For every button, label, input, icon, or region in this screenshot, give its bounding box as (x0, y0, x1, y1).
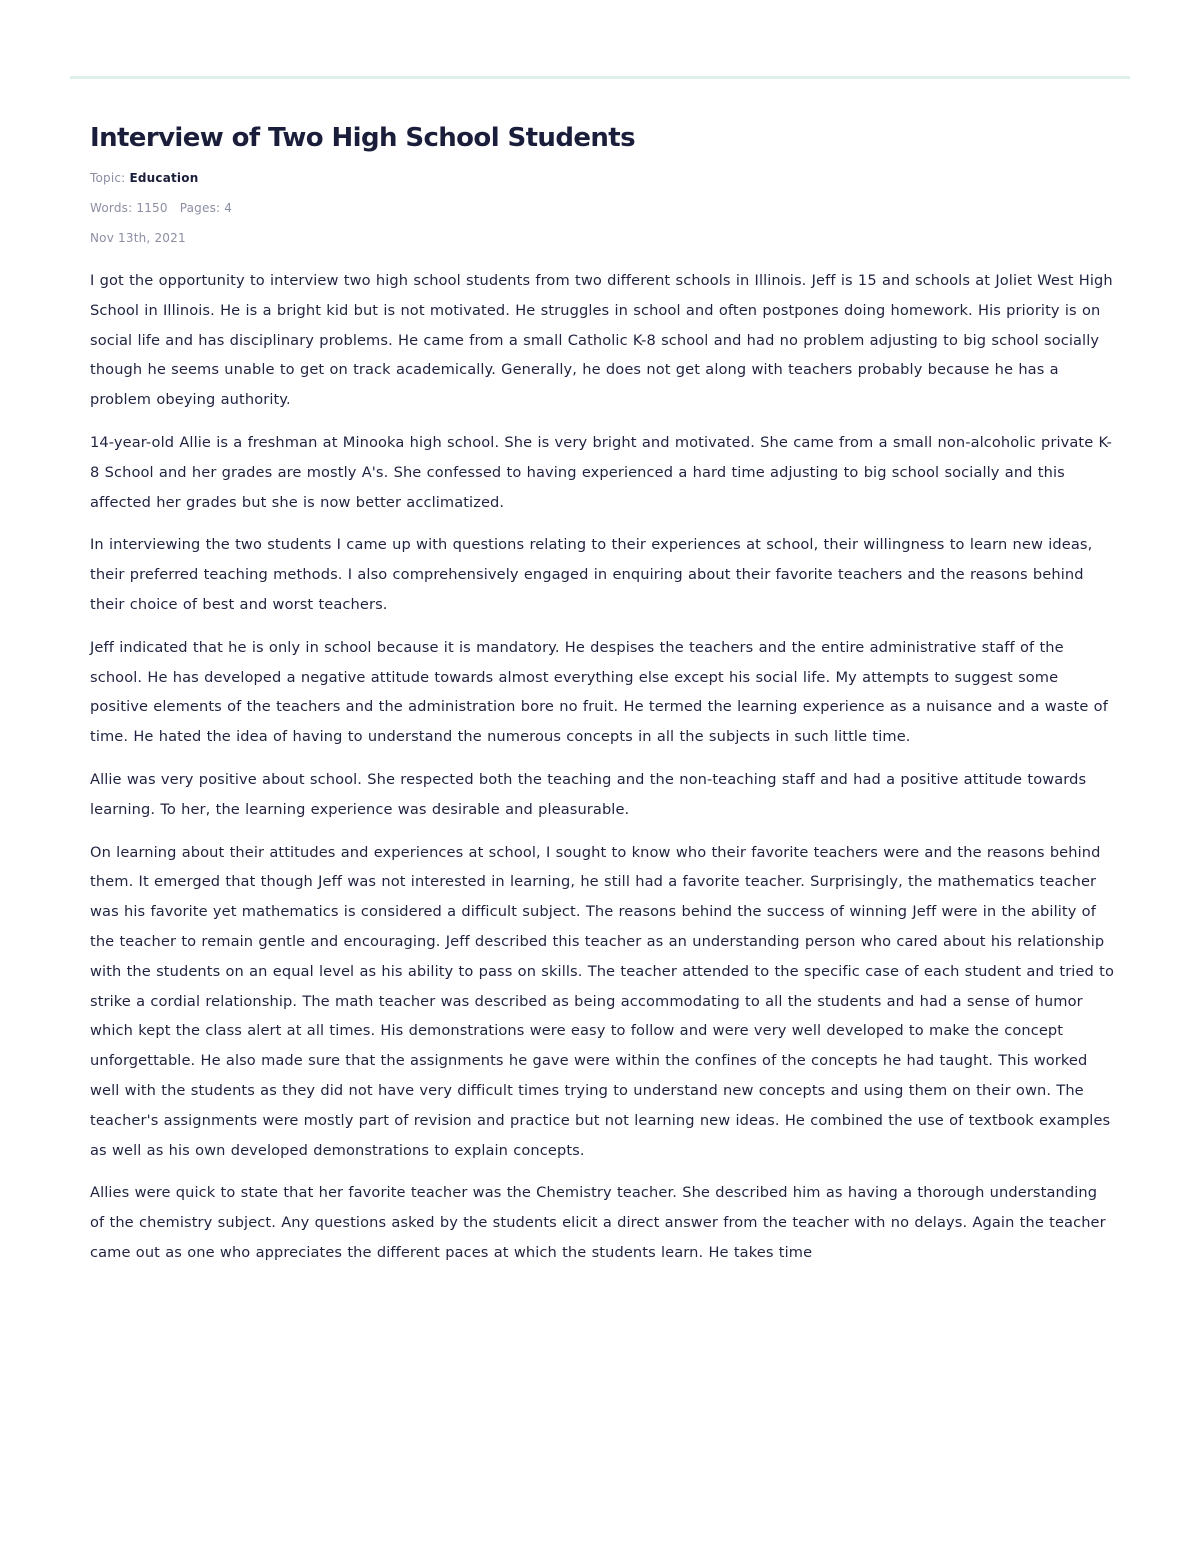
words-label: Words: (90, 201, 133, 215)
article (90, 118, 1115, 1281)
date-line (90, 230, 1115, 246)
topic-label: Topic: (90, 171, 126, 185)
page-title: Interview of Two High School Students (90, 123, 635, 153)
paragraph: Allie was very positive about school. She respected both the teaching and the non-teaching staff and had a positive attitude towards learning. To her, the learning experience was desirable and pleasurable. (90, 770, 1087, 818)
document-meta (90, 170, 1115, 246)
topic-value[interactable]: Education (129, 171, 199, 185)
topic-line (90, 170, 1115, 186)
publish-date: Nov 13th, 2021 (90, 231, 186, 245)
paragraph: 14-year-old Allie is a freshman at Minooka high school. She is very bright and motivated. She came from a small non-alcoholic private K-8 School and her grades are mostly A's. She confessed to having experienced a hard time adjusting to big school socially and this affected her grades but she is now better acclimatized. (90, 433, 1113, 511)
paragraph: I got the opportunity to interview two high school students from two different schools in Illinois. Jeff is 15 and schools at Joliet West High School in Illinois. He is a bright kid but is not motivated. He struggles in school and often postpones doing homework. His priority is on social life and has disciplinary problems. He came from a small Catholic K-8 school and had no problem adjusting to big school socially though he seems unable to get on track academically. Generally, he does not get along with teachers probably because he has a problem obeying authority. (90, 272, 1113, 409)
paragraph: On learning about their attitudes and experiences at school, I sought to know who their favorite teachers were and the reasons behind them. It emerged that though Jeff was not interested in learning, he still had a favorite teacher. Surprisingly, the mathematics teacher was his favorite yet mathematics is considered a difficult subject. The reasons behind the success of winning Jeff were in the ability of the teacher to remain gentle and encouraging. Jeff described this teacher as an understanding person who cared about his relationship with the students on an equal level as his ability to pass on skills. The teacher attended to the specific case of each student and tried to strike a cordial relationship. The math teacher was described as being accommodating to all the students and had a sense of humor which kept the class alert at all times. His demonstrations were easy to follow and were very well developed to make the concept unforgettable. He also made sure that the assignments he gave were within the confines of the concepts he had taught. This worked well with the students as they did not have very difficult times trying to understand new concepts and using them on their own. The teacher's assignments were mostly part of revision and practice but not learning new ideas. He combined the use of textbook examples as well as his own developed demonstrations to explain concepts. (90, 843, 1114, 1159)
pages-count: 4 (224, 201, 233, 215)
article-body (90, 266, 1115, 1268)
paragraph: Jeff indicated that he is only in school because it is mandatory. He despises the teachers and the entire administrative staff of the school. He has developed a negative attitude towards almost everything else except his social life. My attempts to suggest some positive elements of the teachers and the administration bore no fruit. He termed the learning experience as a nuisance and a waste of time. He hated the idea of having to understand the numerous concepts in all the subjects in such little time. (90, 638, 1108, 746)
paragraph: Allies were quick to state that her favorite teacher was the Chemistry teacher. She described him as having a thorough understanding of the chemistry subject. Any questions asked by the students elicit a direct answer from the teacher with no delays. Again the teacher came out as one who appreciates the different paces at which the students learn. He takes time (90, 1184, 1106, 1261)
pages-label: Pages: (179, 201, 221, 215)
stats-line (90, 200, 1115, 216)
paragraph: In interviewing the two students I came up with questions relating to their experiences at school, their willingness to learn new ideas, their preferred teaching methods. I also comprehensively engaged in enquiring about their favorite teachers and the reasons behind their choice of best and worst teachers. (90, 536, 1093, 613)
words-count: 1150 (136, 201, 168, 215)
header-divider (70, 76, 1130, 79)
